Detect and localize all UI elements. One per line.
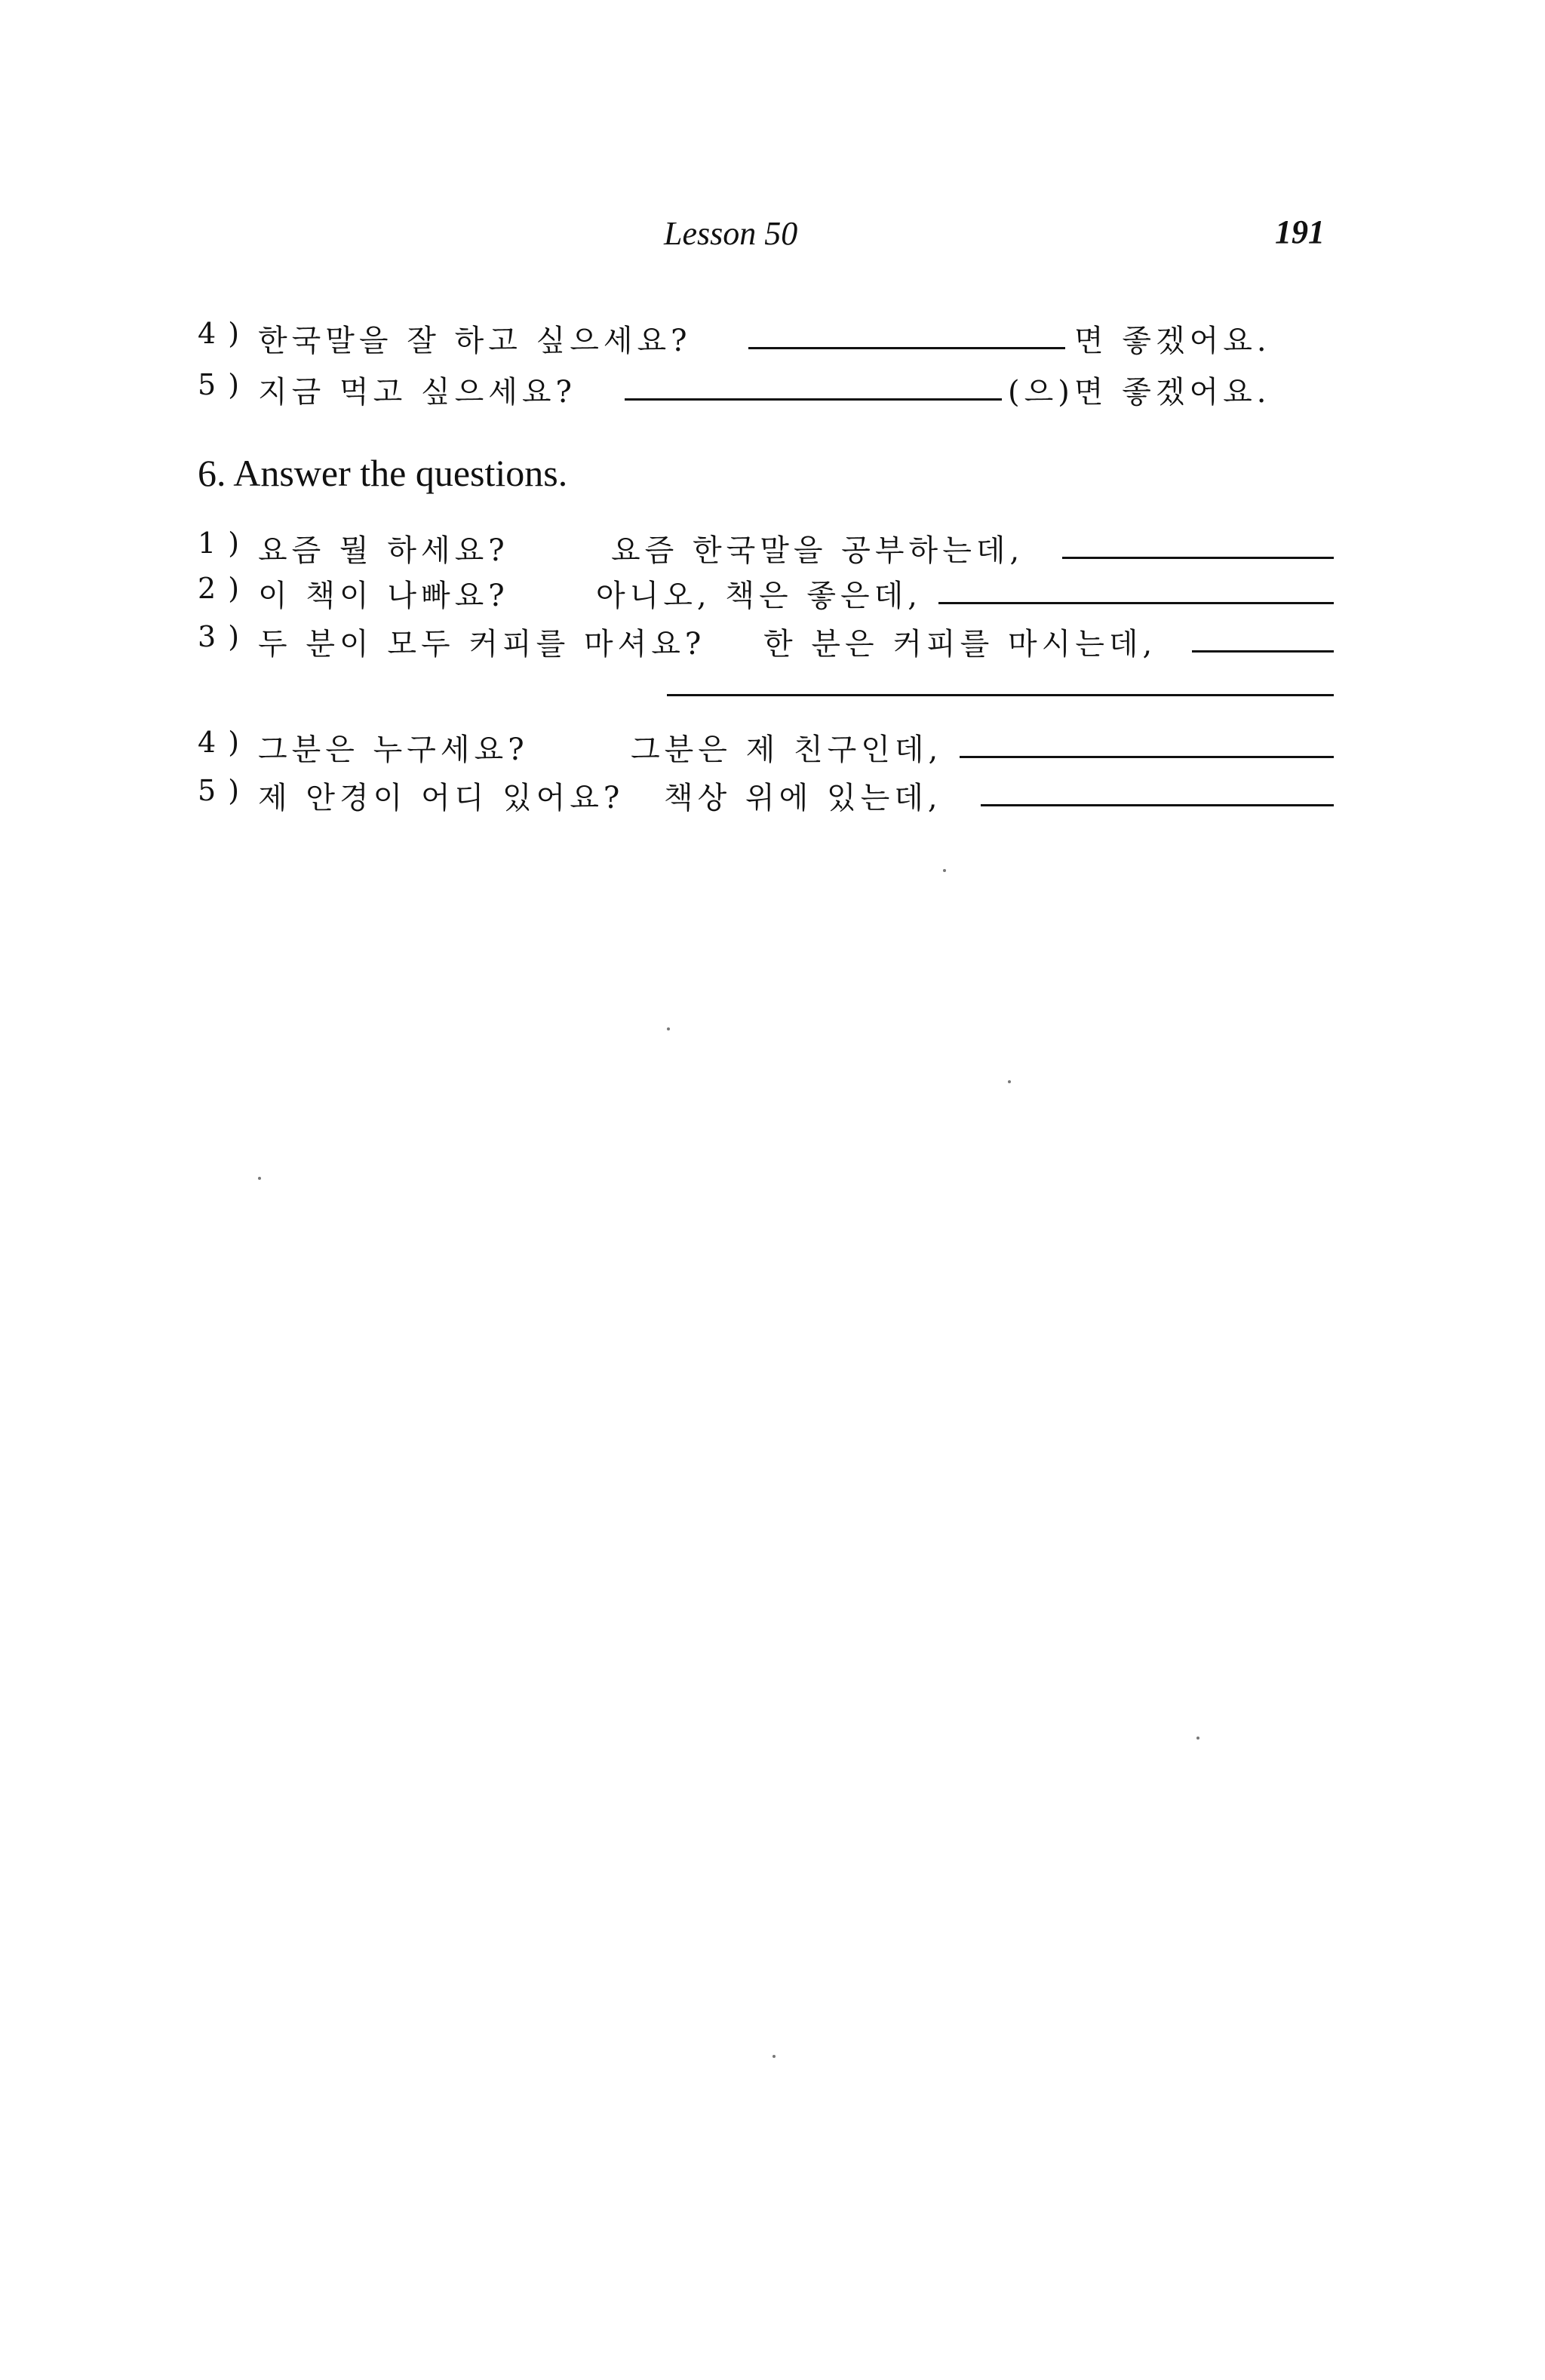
item-answer-start: 아니오, 책은 좋은데, [596, 579, 922, 613]
item-answer-start: 그분은 제 친구인데, [631, 732, 943, 767]
section-heading: 6. Answer the questions. [198, 452, 568, 494]
item-number: 3 ) [198, 620, 241, 653]
item-question: 한국말을 잘 하고 싶으세요? [258, 324, 692, 358]
item-number: 4 ) [198, 726, 241, 759]
item-number: 1 ) [198, 527, 241, 560]
answer-blank[interactable] [981, 774, 1334, 806]
item-question: 요즘 뭘 하세요? [258, 533, 509, 568]
scan-speck [943, 869, 946, 872]
item-question: 두 분이 모두 커피를 마셔요? [258, 627, 706, 662]
exercise-item-5 [0, 368, 1545, 416]
scan-speck [1008, 1080, 1011, 1083]
question-row-4 [0, 726, 1545, 774]
item-number: 2 ) [198, 572, 241, 605]
item-number: 4 ) [198, 317, 241, 350]
item-answer-start: 한 분은 커피를 마시는데, [763, 627, 1157, 662]
item-question: 그분은 누구세요? [258, 732, 529, 767]
running-header-title: Lesson 50 [664, 215, 798, 252]
question-row-3 [0, 620, 1545, 668]
answer-blank[interactable] [625, 368, 1002, 401]
answer-blank[interactable] [960, 726, 1334, 758]
item-suffix: 면 좋겠어요. [1074, 324, 1271, 358]
item-number: 5 ) [198, 774, 241, 807]
answer-blank[interactable] [938, 572, 1334, 604]
answer-blank[interactable] [1192, 620, 1334, 653]
item-question: 제 안경이 어디 있어요? [258, 781, 625, 815]
question-row-5 [0, 774, 1545, 822]
item-question: 이 책이 나빠요? [258, 579, 509, 613]
item-question: 지금 먹고 싶으세요? [258, 375, 576, 410]
item-suffix: (으)면 좋겠어요. [1008, 375, 1271, 410]
scan-speck [258, 1177, 261, 1180]
scan-speck [1196, 1737, 1199, 1740]
page-number: 191 [1275, 213, 1325, 250]
question-row-1 [0, 527, 1545, 575]
answer-blank-continuation[interactable] [667, 664, 1334, 696]
item-number: 5 ) [198, 368, 241, 401]
item-answer-start: 책상 위에 있는데, [664, 781, 942, 815]
scan-speck [772, 2055, 776, 2058]
exercise-item-4 [0, 317, 1545, 365]
scan-speck [667, 1027, 670, 1030]
answer-blank[interactable] [1062, 527, 1334, 559]
answer-blank[interactable] [748, 317, 1065, 349]
question-row-2 [0, 572, 1545, 620]
item-answer-start: 요즘 한국말을 공부하는데, [611, 533, 1024, 568]
